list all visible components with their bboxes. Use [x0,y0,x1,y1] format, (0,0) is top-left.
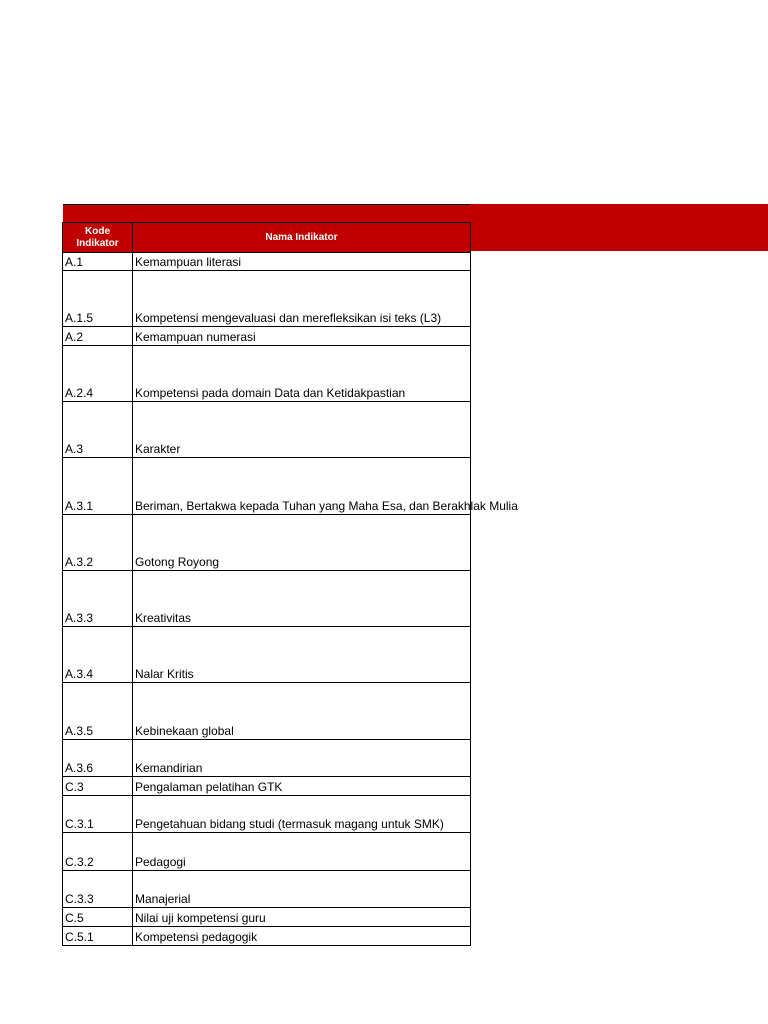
table-row [63,346,471,402]
table-header-row [63,223,471,253]
cell-name: Kompetensi pedagogik [133,927,471,946]
table-row [63,777,471,796]
table-row [63,271,471,327]
indicator-table [62,222,518,946]
cell-name: Pedagogi [133,833,471,871]
column-header-code: Kode Indikator [63,223,133,253]
cell-name: Nalar Kritis [133,627,471,683]
cell-code: C.3.3 [63,871,133,908]
cell-name: Kebinekaan global [133,683,471,740]
cell-code: A.3.4 [63,627,133,683]
cell-name: Beriman, Bertakwa kepada Tuhan yang Maha Esa, dan Berakhlak Mulia [133,458,471,515]
table-row [63,740,471,777]
cell-name: Kemandirian [133,740,471,777]
table-row [63,871,471,908]
table-row [63,253,471,271]
cell-name: Kompetensi mengevaluasi dan merefleksikan isi teks (L3) [133,271,471,327]
cell-code: C.3.2 [63,833,133,871]
cell-code: A.2.4 [63,346,133,402]
cell-name: Kemampuan numerasi [133,327,471,346]
table-row [63,327,471,346]
cell-code: A.3.6 [63,740,133,777]
cell-name: Pengalaman pelatihan GTK [133,777,471,796]
cell-code: C.5 [63,908,133,927]
cell-code: A.3.5 [63,683,133,740]
column-header-name: Nama Indikator [133,223,471,253]
cell-code: C.3 [63,777,133,796]
cell-name: Gotong Royong [133,515,471,571]
cell-code: A.1.5 [63,271,133,327]
cell-code: A.3.1 [63,458,133,515]
cell-code: A.1 [63,253,133,271]
table-row [63,927,471,946]
cell-code: C.3.1 [63,796,133,833]
table-row [63,515,471,571]
cell-code: A.3 [63,402,133,458]
table-row [63,402,471,458]
cell-name: Manajerial [133,871,471,908]
cell-name: Karakter [133,402,471,458]
table-row [63,458,471,515]
table-row [63,571,471,627]
table-row [63,796,471,833]
cell-code: A.3.3 [63,571,133,627]
cell-code: A.3.2 [63,515,133,571]
table-row [63,683,471,740]
table-row [63,833,471,871]
cell-name: Kemampuan literasi [133,253,471,271]
cell-code: C.5.1 [63,927,133,946]
table-row [63,627,471,683]
cell-name: Kompetensi pada domain Data dan Ketidakpastian [133,346,471,402]
table-row [63,908,471,927]
cell-name: Nilai uji kompetensi guru [133,908,471,927]
banner-top-border [63,204,470,205]
cell-name: Kreativitas [133,571,471,627]
cell-code: A.2 [63,327,133,346]
cell-name: Pengetahuan bidang studi (termasuk magang untuk SMK) [133,796,471,833]
